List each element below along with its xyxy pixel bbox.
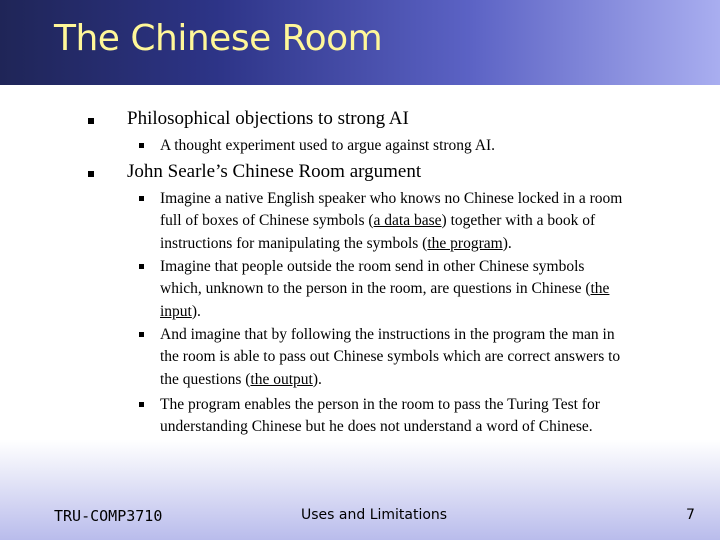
underlined-term: the [590, 280, 610, 298]
bullet-square-icon [88, 118, 94, 124]
bullet-text: Philosophical objections to strong AI [127, 108, 409, 129]
text-fragment: ) together with a book of [441, 212, 596, 230]
bullet-text: A thought experiment used to argue against strong AI. [160, 137, 496, 154]
bullet-square-icon [139, 332, 144, 337]
bullet-text-line [160, 210, 622, 232]
text-fragment: ). [191, 302, 201, 320]
underlined-term: the output [250, 370, 313, 388]
bullet-text [160, 394, 600, 439]
footer-course-code: TRU-COMP3710 [54, 507, 163, 525]
bullet-text-line: And imagine that by following the instructions in the program the man in [160, 326, 615, 343]
text-fragment: full of boxes of Chinese symbols ( [160, 212, 374, 230]
bullet-text [160, 188, 622, 255]
slide-title: The Chinese Room [54, 18, 383, 59]
footer-page-number: 7 [686, 507, 695, 523]
bullet-text [160, 324, 620, 391]
bullet-square-icon [139, 264, 144, 269]
bullet-text-line: understanding Chinese but he does not understand a word of Chinese. [160, 418, 593, 436]
bullet-text [160, 256, 609, 323]
bullet-text-line [160, 369, 620, 391]
text-fragment: instructions for manipulating the symbols ( [160, 234, 428, 252]
bullet-square-icon [139, 402, 144, 407]
text-fragment: which, unknown to the person in the room, are questions in Chinese ( [160, 280, 591, 298]
bullet-square-icon [139, 196, 144, 201]
bullet-square-icon [88, 171, 94, 177]
underlined-term: input [160, 302, 192, 320]
text-fragment: the questions ( [160, 370, 251, 388]
footer-band [0, 440, 720, 540]
underlined-term: the program [427, 234, 503, 252]
underlined-term: a data base [373, 212, 442, 230]
bullet-text-line: Imagine a native English speaker who knows no Chinese locked in a room [160, 190, 623, 207]
footer-section-title: Uses and Limitations [301, 507, 448, 523]
text-fragment: ). [502, 234, 512, 252]
bullet-text-line [160, 301, 609, 323]
bullet-square-icon [139, 143, 144, 148]
bullet-text-line: The program enables the person in the room to pass the Turing Test for [160, 396, 600, 413]
bullet-text-line: the room is able to pass out Chinese symbols which are correct answers to [160, 348, 621, 366]
bullet-text: John Searle’s Chinese Room argument [127, 161, 422, 182]
bullet-text-line: Imagine that people outside the room send in other Chinese symbols [160, 258, 585, 275]
bullet-text-line [160, 278, 609, 300]
bullet-text-line [160, 233, 622, 255]
text-fragment: ). [312, 370, 322, 388]
